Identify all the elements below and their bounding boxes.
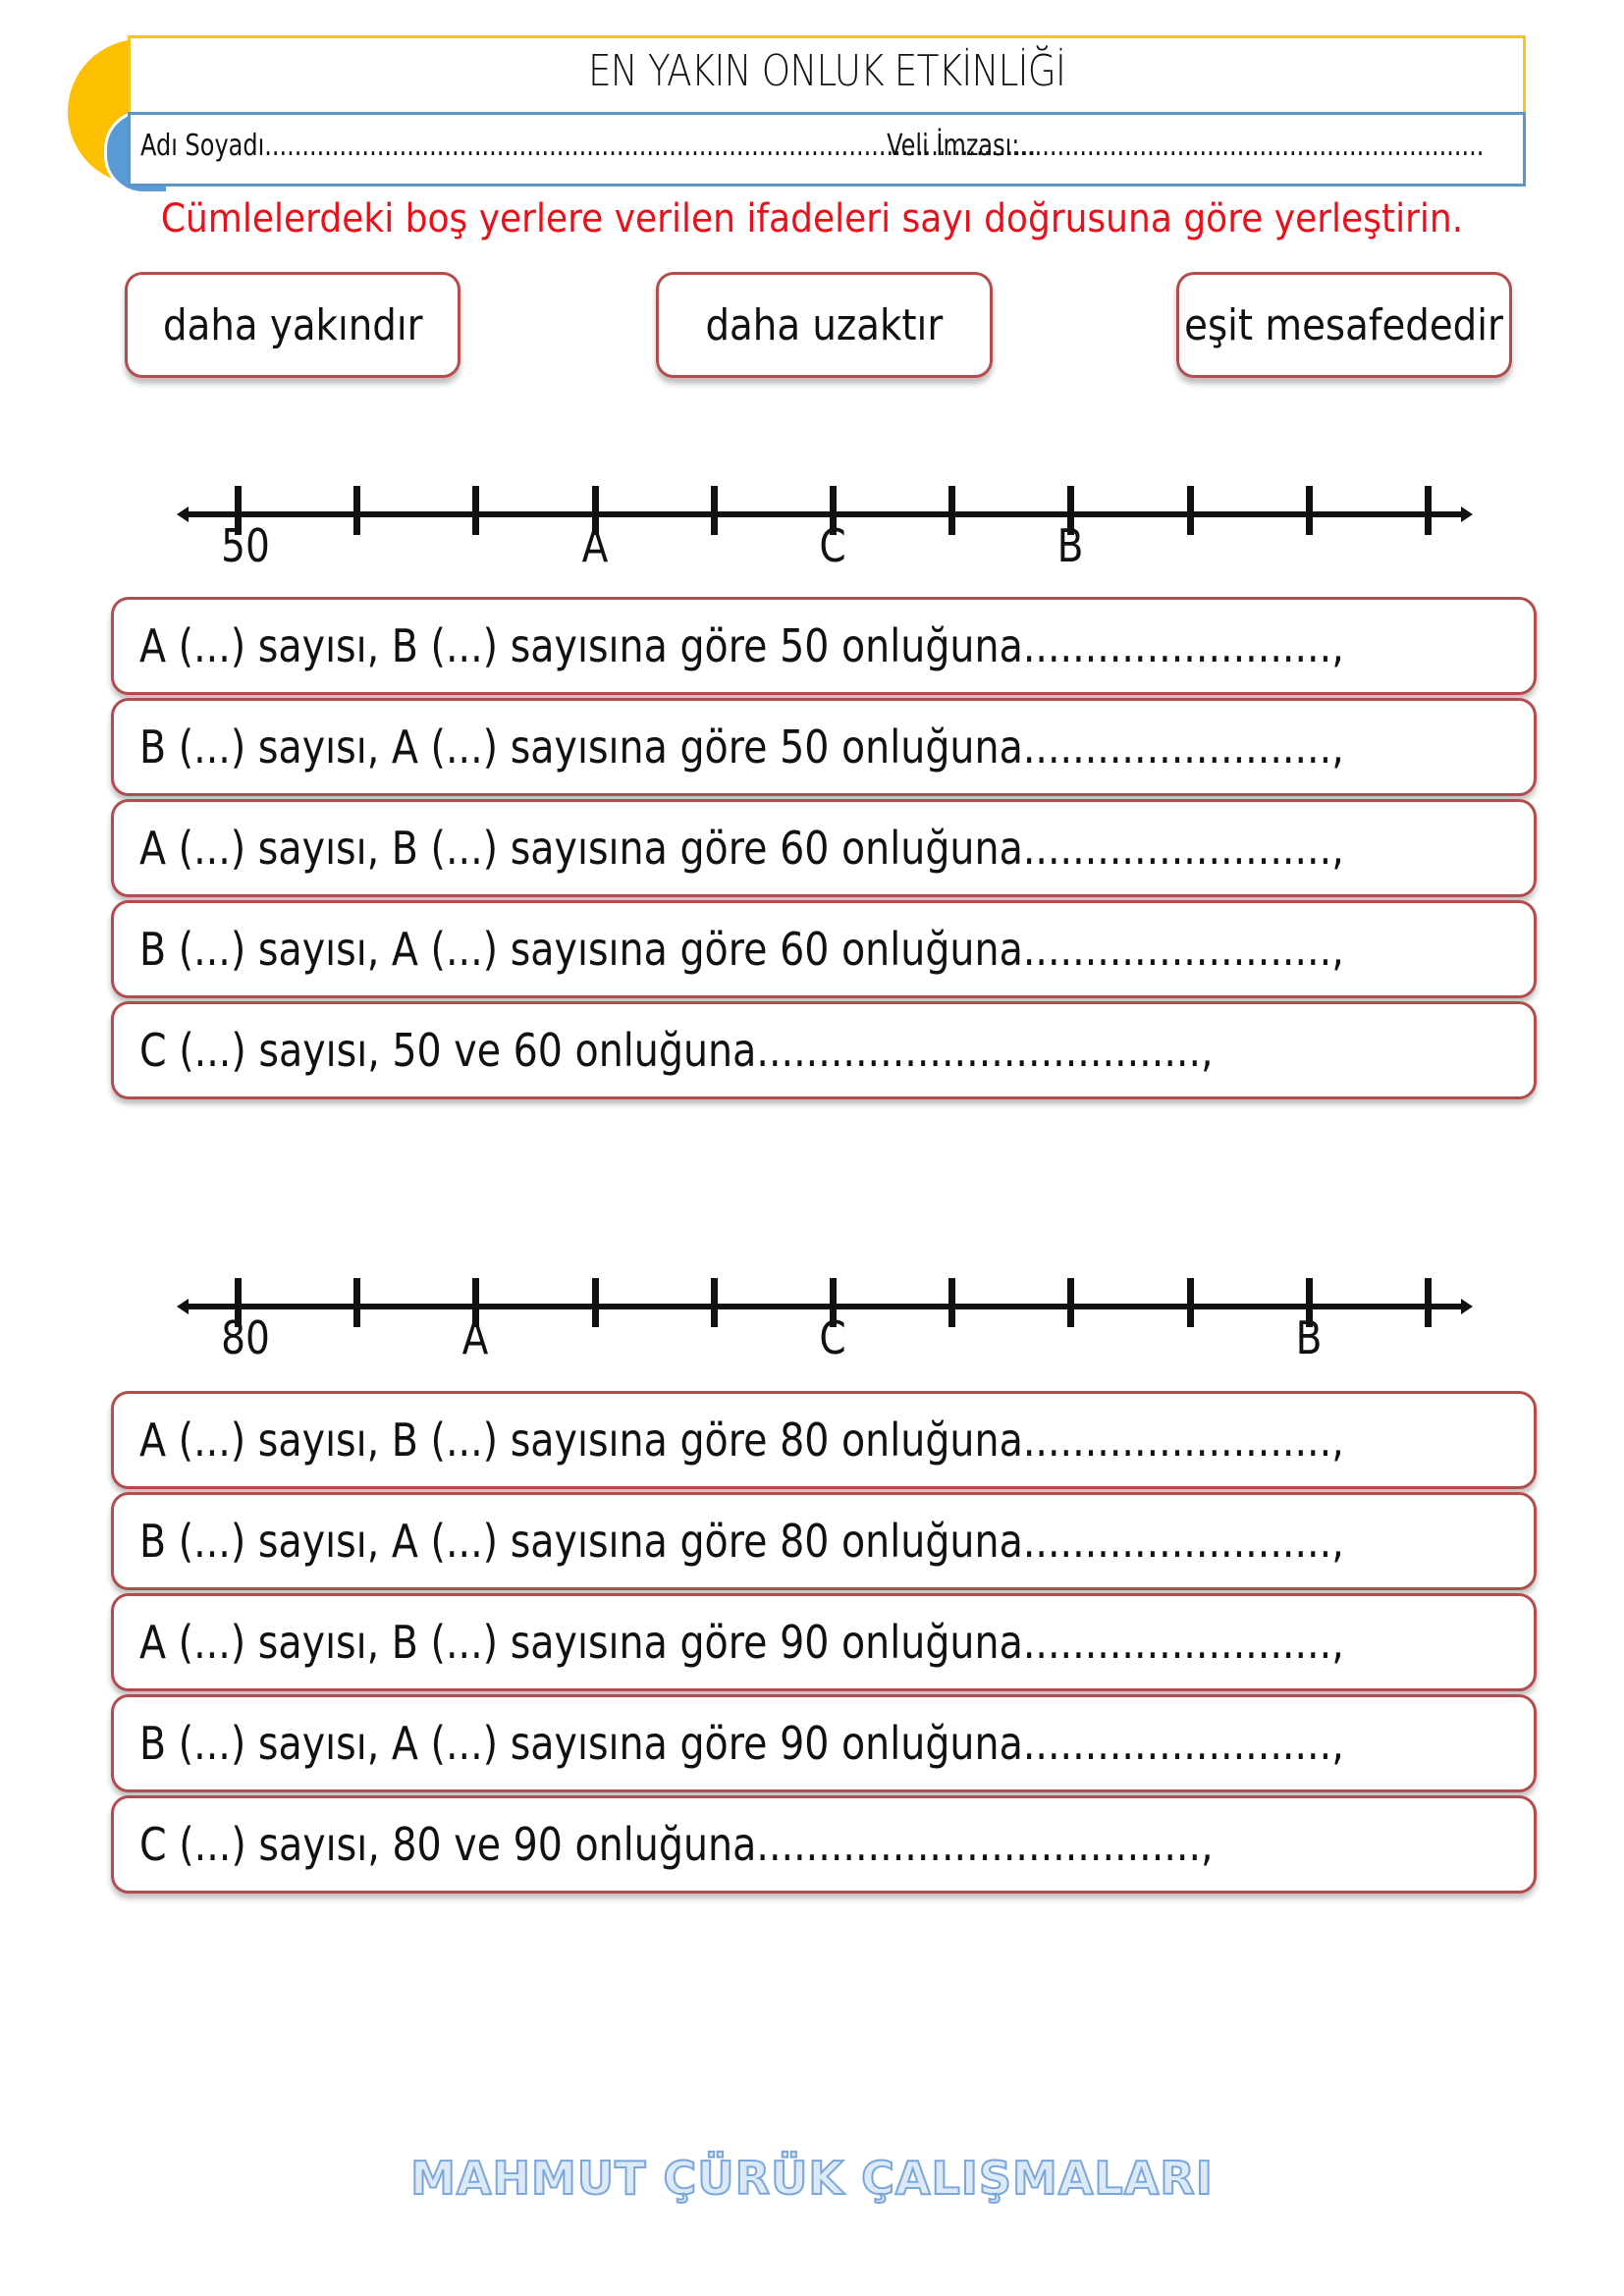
number-line-axis: [185, 511, 1465, 517]
tick-mark: [353, 1278, 360, 1327]
sentence-text: B (...) sayısı, A (...) sayısına göre 80 onluğuna.........................,: [139, 1515, 1344, 1568]
instruction-text: Cümlelerdeki boş yerlere verilen ifadeleri sayı doğrusuna göre yerleştirin.: [160, 196, 1464, 241]
tick-mark: [1425, 1278, 1432, 1327]
sentence-box[interactable]: [111, 698, 1537, 796]
sentence-text: A (...) sayısı, B (...) sayısına göre 50 onluğuna.........................,: [139, 619, 1344, 672]
footer-credit: MAHMUT ÇÜRÜK ÇALIŞMALARI: [410, 2152, 1214, 2205]
tick-label: C: [819, 519, 846, 572]
sentence-text: B (...) sayısı, A (...) sayısına göre 50 onluğuna.........................,: [139, 721, 1344, 774]
sentence-box[interactable]: [111, 1694, 1537, 1792]
tick-mark: [1187, 1278, 1194, 1327]
tick-label: 80: [221, 1311, 270, 1364]
word-chip-label: daha uzaktır: [705, 299, 944, 350]
sentence-box[interactable]: [111, 900, 1537, 998]
page-title: EN YAKIN ONLUK ETKİNLİĞİ: [587, 46, 1066, 96]
tick-mark: [948, 486, 955, 535]
sentence-box[interactable]: [111, 1593, 1537, 1691]
sentence-text: B (...) sayısı, A (...) sayısına göre 60 onluğuna.........................,: [139, 923, 1344, 976]
tick-mark: [948, 1278, 955, 1327]
sentence-box[interactable]: [111, 597, 1537, 695]
number-line-axis: [185, 1304, 1465, 1309]
tick-mark: [711, 1278, 718, 1327]
word-chip-daha-uzaktir[interactable]: [656, 272, 993, 378]
name-signature-box: [128, 112, 1526, 187]
word-chip-esit-mesafededir[interactable]: [1176, 272, 1512, 378]
sentence-text: C (...) sayısı, 50 ve 60 onluğuna....................................,: [139, 1024, 1214, 1077]
tick-mark: [711, 486, 718, 535]
word-chip-daha-yakindir[interactable]: [125, 272, 460, 378]
sentence-box[interactable]: [111, 1795, 1537, 1894]
title-box: [128, 35, 1526, 115]
sentence-text: C (...) sayısı, 80 ve 90 onluğuna....................................,: [139, 1818, 1214, 1871]
tick-label: A: [581, 519, 608, 572]
tick-label: B: [1295, 1311, 1323, 1364]
tick-mark: [1306, 486, 1313, 535]
tick-label: 50: [221, 519, 270, 572]
sentence-text: B (...) sayısı, A (...) sayısına göre 90 onluğuna.........................,: [139, 1717, 1344, 1770]
sentence-box[interactable]: [111, 1492, 1537, 1590]
arrow-right-icon: [1461, 1299, 1473, 1314]
student-name-field[interactable]: Adı Soyadı.......................................................................................................: [140, 129, 1037, 163]
parent-signature-field[interactable]: Veli İmzası:..............................................................: [886, 129, 1484, 163]
number-line-2: [177, 1266, 1473, 1364]
word-chip-label: daha yakındır: [162, 299, 423, 350]
tick-label: C: [819, 1311, 846, 1364]
sentence-text: A (...) sayısı, B (...) sayısına göre 60 onluğuna.........................,: [139, 822, 1344, 875]
tick-mark: [472, 486, 479, 535]
number-line-1: [177, 474, 1473, 572]
tick-mark: [353, 486, 360, 535]
arrow-right-icon: [1461, 507, 1473, 522]
tick-mark: [592, 1278, 599, 1327]
tick-mark: [1425, 486, 1432, 535]
word-chip-label: eşit mesafededir: [1184, 299, 1504, 350]
sentence-box[interactable]: [111, 799, 1537, 897]
sentence-box[interactable]: [111, 1001, 1537, 1099]
tick-label: A: [462, 1311, 489, 1364]
sentence-text: A (...) sayısı, B (...) sayısına göre 90 onluğuna.........................,: [139, 1616, 1344, 1669]
tick-label: B: [1056, 519, 1084, 572]
sentence-box[interactable]: [111, 1391, 1537, 1489]
sentence-text: A (...) sayısı, B (...) sayısına göre 80 onluğuna.........................,: [139, 1414, 1344, 1467]
tick-mark: [1187, 486, 1194, 535]
tick-mark: [1067, 1278, 1074, 1327]
